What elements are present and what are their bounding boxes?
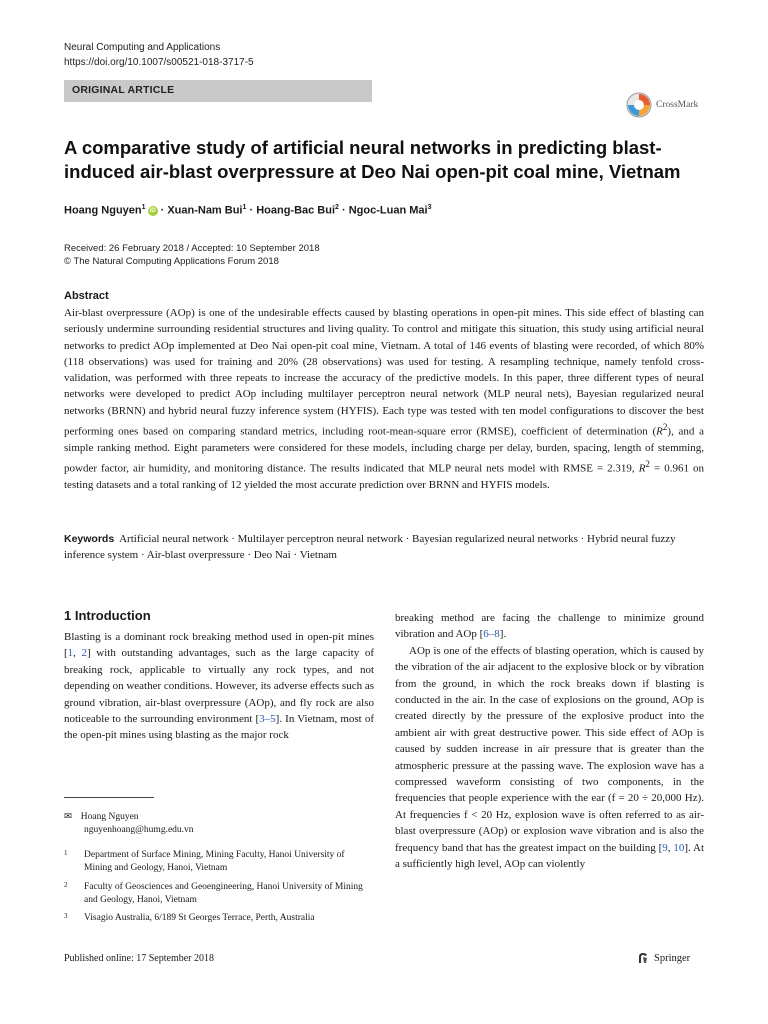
keywords-heading: Keywords [64,533,115,545]
text-segment: ]. In Vietnam, most of the open-pit mines using blasting as the major rock [64,713,374,742]
journal-name: Neural Computing and Applications [64,42,221,53]
author-affiliation-mark: 1 [242,204,247,211]
affiliation-text: Faculty of Geosciences and Geoengineering, Hanoi University of Mining and Geology, Hanoi, Vietnam [84,882,363,905]
affiliation-1 [64,849,364,875]
intro-right-column [395,610,704,873]
author-affiliation-mark: 2 [335,204,339,211]
springer-horse-icon [636,951,650,965]
superscript: 2 [662,422,668,433]
crossmark-badge[interactable] [626,92,698,118]
author-affiliation-mark: 1 [141,204,146,211]
text-segment: breaking method are facing the challenge to minimize ground vibration and AOp [ [395,612,704,641]
doi-link[interactable]: https://doi.org/10.1007/s00521-018-3717-5 [64,57,254,68]
text-segment: ]. [499,628,507,641]
citation-link[interactable]: 9 [662,841,668,854]
citation-link[interactable]: 1 [67,647,74,660]
text-segment: Blasting is a dominant rock breaking method used in open-pit mines [ [64,631,374,660]
citation-link[interactable]: 2 [81,647,88,660]
intro-left-column [64,629,374,744]
keywords-list: Artificial neural network · Multilayer perceptron neural network · Bayesian regularized neural networks · Hybrid neural fuzzy inference system · Air-blast overpressure · Deo Nai · Vietnam [64,533,676,562]
author-list [64,204,431,217]
affiliation-text: Department of Surface Mining, Mining Faculty, Hanoi University of Mining and Geology, Hanoi, Vietnam [84,850,345,873]
article-type-label: ORIGINAL ARTICLE [72,84,175,96]
text-segment: , [667,841,674,854]
citation-link[interactable]: 10 [673,841,685,854]
abstract-text [64,305,704,494]
publication-dates [64,242,320,268]
copyright-line: © The Natural Computing Applications Forum 2018 [64,256,279,267]
r-symbol: R [656,425,663,438]
author-affiliation-mark: 3 [427,204,432,211]
affiliation-number: 1 [64,849,68,857]
abstract-heading: Abstract [64,290,109,302]
envelope-icon: ✉ [64,812,72,822]
article-type-bar [64,80,372,102]
superscript: 2 [645,459,650,470]
corresponding-author-email[interactable]: nguyenhoang@humg.edu.vn [84,825,194,835]
section-heading: 1 Introduction [64,608,151,623]
author-separator: · [338,204,349,217]
text-segment: , [73,647,82,660]
received-accepted-dates: Received: 26 February 2018 / Accepted: 10 September 2018 [64,243,320,254]
affiliation-3 [64,912,364,925]
citation-link[interactable]: 6–8 [483,628,500,641]
affiliation-2 [64,881,364,907]
crossmark-icon [626,92,652,118]
paper-title: A comparative study of artificial neural networks in predicting blast-induced air-blast overpressure at Deo Nai open-pit coal mine, Vietnam [64,137,681,182]
abstract-segment: = 0.961 on testing datasets and a total ranking of 12 yielded the most accurate prediction over BRNN and HYFIS models. [64,462,704,492]
springer-logo[interactable] [636,951,690,965]
author-name[interactable]: Xuan-Nam Bui [167,204,243,217]
affiliation-number: 2 [64,881,68,889]
author-name[interactable]: Hoang Nguyen [64,204,142,217]
author-separator: · [157,204,168,217]
affiliation-text: Visagio Australia, 6/189 St Georges Terrace, Perth, Australia [84,913,315,923]
affiliation-number: 3 [64,912,68,920]
author-separator: · [246,204,257,217]
crossmark-label: CrossMark [656,100,699,110]
r-symbol: R [638,462,646,475]
intro-paragraph [395,610,704,643]
intro-paragraph [64,629,374,744]
citation-link[interactable]: 3–5 [259,713,276,726]
author-name[interactable]: Hoang-Bac Bui [256,204,336,217]
text-segment: AOp is one of the effects of blasting operation, which is caused by the vibration of the air adjacent to the explosive block or by vibration from the ground, in which the rock breaks down if blasting is conducted in the air. In the case of explosions on the ground, AOp is created directly by the pressure of the explosive product into the ambient air with great destructive power. This side effect of AOp is caused by sudden increase in air pressure that is greater than the atmospheric pressure at the passing wave. The explosion wave has a compressed waveform consisting of two components, in the frequencies that people experience with the ear (f = 20 ÷ 20,000 Hz). At frequencies f < 20 Hz, explosion wave is often referred to as air-blast overpressure (AOp) or explosion wave vibration and is also the frequency band that has the greatest impact on the building [ [395,644,704,854]
author-name[interactable]: Ngoc-Luan Mai [348,204,428,217]
intro-paragraph [395,643,704,873]
published-online-date: Published online: 17 September 2018 [64,953,214,964]
publisher-name: Springer [654,952,691,964]
text-segment: ] with outstanding advantages, such as the large capacity of breaking rock, applicable to virtually any rock types, and not depending on weather conditions. However, its adverse effects such as ground vibration, air-blast overpressure (AOp), and fly rock are also noticeable to the surrounding environment [ [64,647,375,726]
footnote-divider [64,797,154,798]
keywords-block [64,531,704,564]
abstract-segment: ), and a simple ranking method. Eight parameters were considered for these models, including charge per delay, burden, spacing, length of stemming, powder factor, air humidity, and monitoring distance. The results indicated that MLP neural nets model with RMSE = 2.319, [64,425,704,475]
corresponding-author-name: Hoang Nguyen [80,812,139,822]
journal-header [64,40,254,70]
text-segment: ]. At a sufficiently high level, AOp can violently [395,841,705,871]
corresponding-author [64,811,194,837]
abstract-segment: Air-blast overpressure (AOp) is one of the undesirable effects caused by blasting operations in open-pit mines. This side effect of blasting can seriously undermine surrounding residential structures and living quality. To control and mitigate this situation, this study using artificial neural networks to predict AOp implemented at Deo Nai open-pit coal mine, Vietnam. A total of 146 events of blasting were recorded, of which 80% (118 observations) was used for training and 20% (28 observations) was used for testing. A resampling technique, namely tenfold cross-validation, was performed with three repeats to increase the accuracy of the predictive models. In this paper, three different types of neural networks were developed to predict AOp including multilayer perceptron neural network (MLP neural nets), Bayesian regularized neural networks (BRNN) and hybrid neural fuzzy inference system (HYFIS). Each type was tested with ten model configurations to discover the best performing ones based on comparing standard metrics, including root-mean-square error (RMSE), coefficient of determination ( [64,307,704,438]
orcid-icon[interactable]: iD [149,207,156,214]
